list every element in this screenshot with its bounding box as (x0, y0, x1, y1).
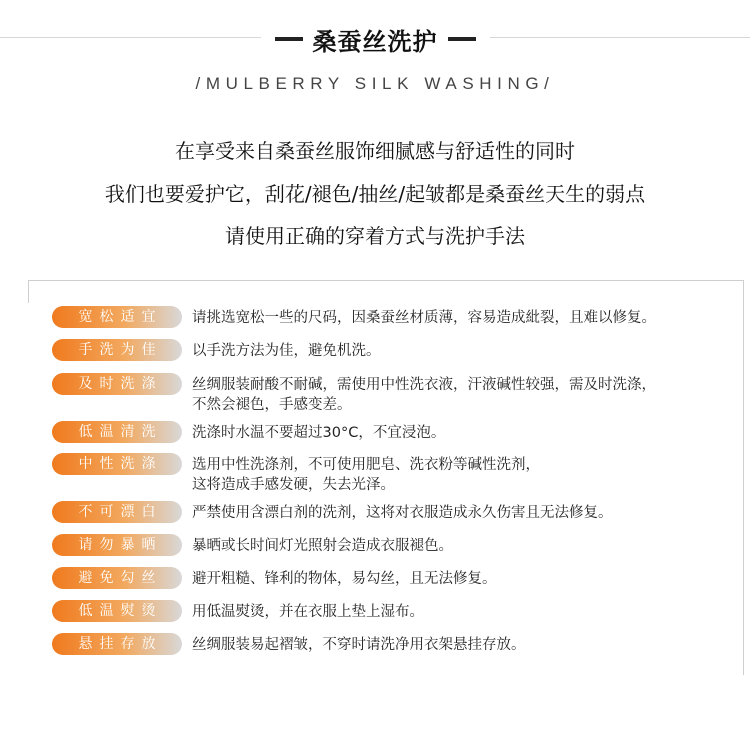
title-dash-right (448, 37, 476, 41)
care-description (192, 375, 750, 415)
care-description-line: 不然会褪色，手感变差。 (192, 397, 352, 413)
care-tag: 避免勾丝 (52, 567, 182, 589)
intro-line-2: 我们也要爱护它，刮花/褪色/抽丝/起皱都是桑蚕丝天生的弱点 (104, 182, 646, 206)
care-description (192, 423, 750, 443)
care-description (192, 569, 750, 589)
care-description-line: 丝绸服装易起褶皱，不穿时请洗净用衣架悬挂存放。 (192, 637, 526, 653)
care-description-line: 这将造成手感发硬，失去光泽。 (192, 477, 395, 493)
care-tag: 低温清洗 (52, 421, 182, 443)
care-tag: 手洗为佳 (52, 339, 182, 361)
care-description-line: 洗涤时水温不要超过30°C，不宜浸泡。 (192, 425, 446, 441)
care-tag: 不可漂白 (52, 501, 182, 523)
care-description-line: 暴晒或长时间灯光照射会造成衣服褪色。 (192, 538, 453, 554)
care-description (192, 602, 750, 622)
care-description (192, 635, 750, 655)
care-description (192, 455, 750, 495)
page-subtitle: /MULBERRY SILK WASHING/ (195, 74, 555, 93)
care-description-line: 严禁使用含漂白剂的洗剂，这将对衣服造成永久伤害且无法修复。 (192, 505, 613, 521)
care-description (192, 308, 750, 328)
care-description-line: 以手洗方法为佳，避免机洗。 (192, 343, 381, 359)
frame-left-border (28, 280, 29, 303)
care-description-line: 用低温熨烫，并在衣服上垫上湿布。 (192, 604, 424, 620)
care-description (192, 341, 750, 361)
title-wrap (261, 22, 490, 57)
frame-top-border (28, 280, 744, 281)
intro-line-1: 在享受来自桑蚕丝服饰细腻感与舒适性的同时 (175, 139, 575, 163)
care-description-line: 避开粗糙、锋利的物体，易勾丝，且无法修复。 (192, 571, 497, 587)
care-tag: 悬挂存放 (52, 633, 182, 655)
intro-line-3: 请使用正确的穿着方式与洗护手法 (225, 224, 525, 248)
page-title: 桑蚕丝洗护 (312, 27, 438, 56)
title-dash-left (275, 37, 303, 41)
care-tag: 及时洗涤 (52, 373, 182, 395)
care-description (192, 503, 750, 523)
care-tag: 请勿暴晒 (52, 534, 182, 556)
title-bar (0, 22, 750, 56)
care-tag: 中性洗涤 (52, 453, 182, 475)
care-tag: 低温熨烫 (52, 600, 182, 622)
care-tag: 宽松适宜 (52, 306, 182, 328)
care-description (192, 536, 750, 556)
care-description-line: 丝绸服装耐酸不耐碱，需使用中性洗衣液，汗液碱性较强，需及时洗涤， (192, 377, 656, 393)
care-description-line: 请挑选宽松一些的尺码，因桑蚕丝材质薄，容易造成紕裂，且难以修复。 (192, 310, 656, 326)
care-description-line: 选用中性洗涤剂，不可使用肥皂、洗衣粉等碱性洗剂， (192, 457, 540, 473)
